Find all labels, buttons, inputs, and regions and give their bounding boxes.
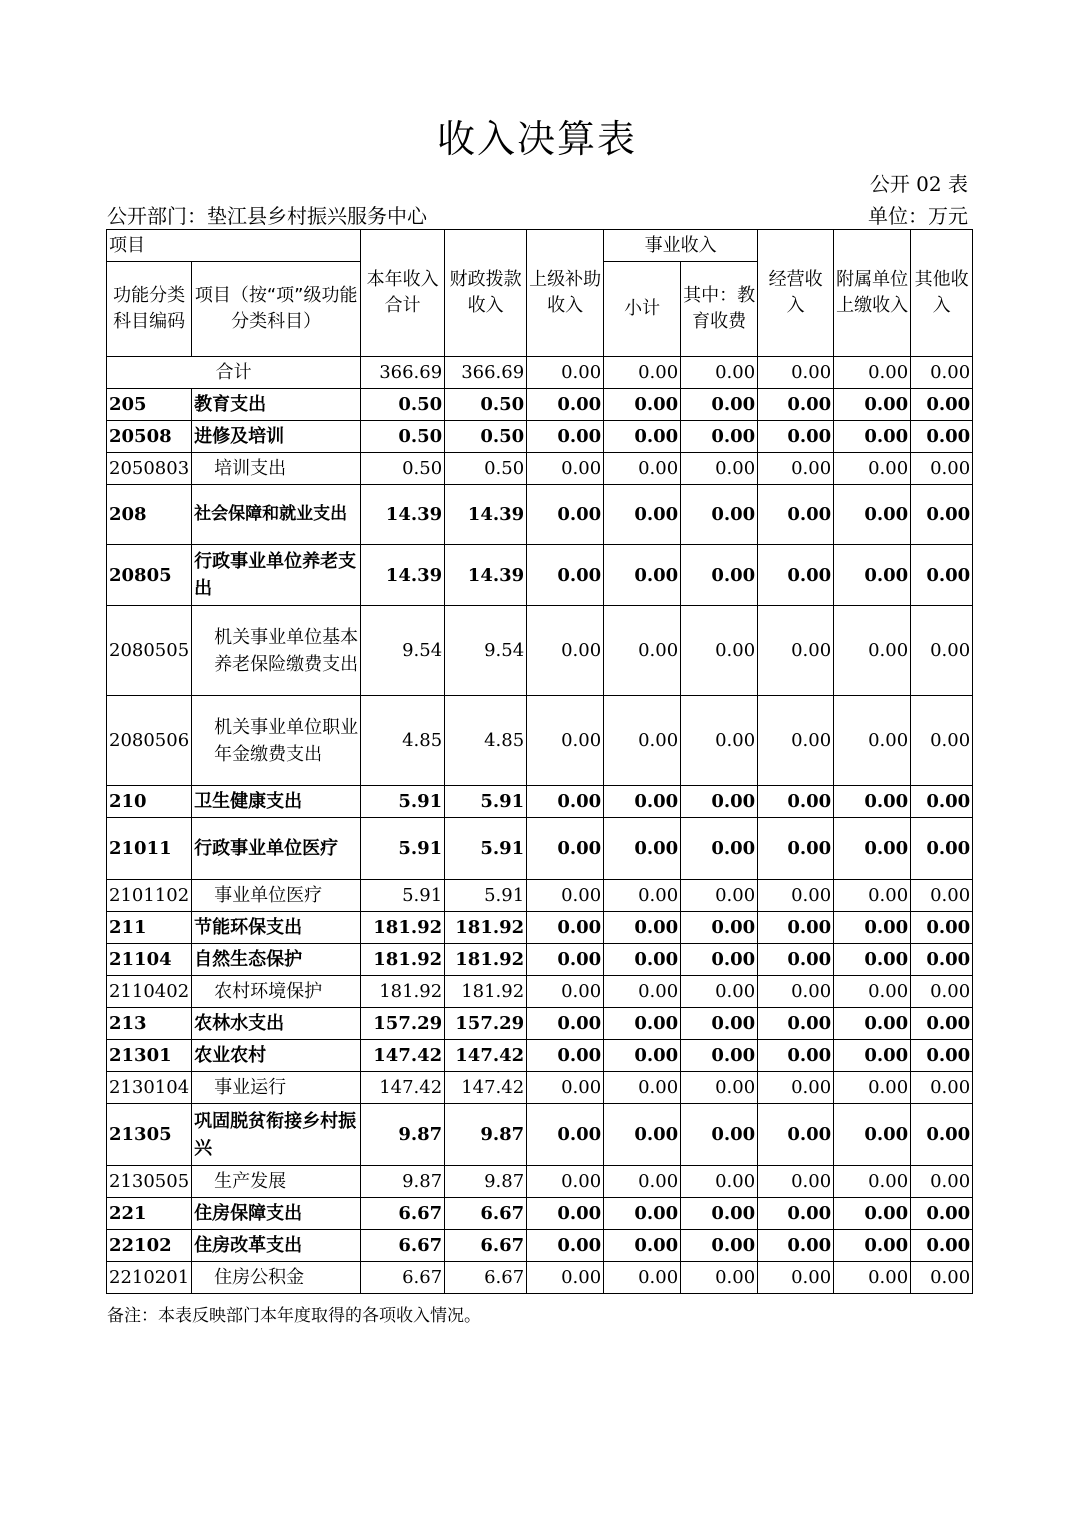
table-row <box>107 944 973 976</box>
row-value: 14.39 <box>361 485 445 545</box>
row-value: 0.00 <box>758 1072 834 1104</box>
row-code: 20805 <box>107 545 192 606</box>
row-value: 0.00 <box>758 1198 834 1230</box>
row-code: 2080506 <box>107 696 192 786</box>
row-value: 9.54 <box>361 606 445 696</box>
row-value: 9.87 <box>361 1104 445 1166</box>
row-value: 181.92 <box>361 976 445 1008</box>
row-value: 0.00 <box>834 1072 911 1104</box>
row-value: 0.00 <box>681 1198 758 1230</box>
row-value: 0.00 <box>681 818 758 880</box>
header-edu-fee: 其中：教育收费 <box>681 262 758 357</box>
row-code: 20508 <box>107 421 192 453</box>
total-row <box>107 357 973 389</box>
row-value: 0.00 <box>911 912 973 944</box>
row-value: 0.00 <box>604 786 681 818</box>
row-value: 0.50 <box>445 453 527 485</box>
total-value: 366.69 <box>445 357 527 389</box>
row-code: 21301 <box>107 1040 192 1072</box>
row-value: 0.00 <box>834 696 911 786</box>
row-value: 0.00 <box>527 1040 604 1072</box>
row-value: 157.29 <box>445 1008 527 1040</box>
table-row <box>107 1166 973 1198</box>
row-value: 0.00 <box>834 912 911 944</box>
row-code: 2110402 <box>107 976 192 1008</box>
table-row <box>107 880 973 912</box>
department-label: 公开部门：垫江县乡村振兴服务中心 <box>107 204 427 228</box>
table-row <box>107 1072 973 1104</box>
row-name: 住房改革支出 <box>192 1230 361 1262</box>
header-superior: 上级补助收入 <box>527 230 604 357</box>
row-value: 0.00 <box>911 944 973 976</box>
row-value: 0.00 <box>527 421 604 453</box>
row-value: 0.00 <box>758 485 834 545</box>
row-code: 21305 <box>107 1104 192 1166</box>
page-title: 收入决算表 <box>436 117 637 161</box>
table-row <box>107 389 973 421</box>
row-code: 205 <box>107 389 192 421</box>
row-value: 0.00 <box>911 606 973 696</box>
row-value: 0.00 <box>604 1040 681 1072</box>
total-label: 合计 <box>107 357 361 389</box>
row-value: 0.00 <box>527 1262 604 1294</box>
row-name: 农村环境保护 <box>192 976 361 1008</box>
table-row <box>107 1230 973 1262</box>
row-value: 0.00 <box>758 453 834 485</box>
row-value: 0.00 <box>834 1262 911 1294</box>
row-value: 147.42 <box>445 1040 527 1072</box>
row-value: 0.00 <box>911 976 973 1008</box>
row-value: 0.00 <box>911 1040 973 1072</box>
row-name: 培训支出 <box>192 453 361 485</box>
row-value: 0.00 <box>911 485 973 545</box>
row-value: 0.00 <box>834 786 911 818</box>
row-code: 2080505 <box>107 606 192 696</box>
row-value: 0.00 <box>834 453 911 485</box>
row-value: 0.00 <box>527 485 604 545</box>
table-row <box>107 421 973 453</box>
row-value: 0.50 <box>445 421 527 453</box>
row-value: 0.00 <box>681 976 758 1008</box>
header-subtotal: 小计 <box>604 262 681 357</box>
row-value: 0.00 <box>604 1198 681 1230</box>
header-operating: 经营收入 <box>758 230 834 357</box>
row-value: 0.00 <box>758 545 834 606</box>
row-code: 2130104 <box>107 1072 192 1104</box>
row-name: 教育支出 <box>192 389 361 421</box>
row-value: 9.87 <box>361 1166 445 1198</box>
row-name: 卫生健康支出 <box>192 786 361 818</box>
row-value: 0.50 <box>361 389 445 421</box>
table-row <box>107 453 973 485</box>
row-value: 0.00 <box>604 880 681 912</box>
row-value: 0.00 <box>527 1008 604 1040</box>
table-row <box>107 485 973 545</box>
row-value: 0.00 <box>758 1166 834 1198</box>
row-name: 行政事业单位医疗 <box>192 818 361 880</box>
row-value: 0.00 <box>834 606 911 696</box>
row-value: 0.00 <box>911 1072 973 1104</box>
table-row <box>107 786 973 818</box>
row-name: 巩固脱贫衔接乡村振兴 <box>192 1104 361 1166</box>
row-value: 0.00 <box>527 912 604 944</box>
row-value: 0.00 <box>681 453 758 485</box>
row-code: 210 <box>107 786 192 818</box>
row-value: 14.39 <box>445 545 527 606</box>
table-row <box>107 1040 973 1072</box>
row-value: 0.00 <box>834 485 911 545</box>
row-value: 0.00 <box>834 976 911 1008</box>
row-code: 2130505 <box>107 1166 192 1198</box>
row-value: 0.00 <box>527 696 604 786</box>
row-value: 0.00 <box>527 976 604 1008</box>
row-value: 6.67 <box>445 1262 527 1294</box>
row-value: 0.00 <box>758 696 834 786</box>
row-value: 0.00 <box>911 421 973 453</box>
row-value: 0.00 <box>604 1072 681 1104</box>
row-value: 0.00 <box>911 696 973 786</box>
row-value: 0.00 <box>758 389 834 421</box>
row-value: 0.00 <box>758 912 834 944</box>
row-value: 9.54 <box>445 606 527 696</box>
row-value: 6.67 <box>361 1230 445 1262</box>
row-value: 0.00 <box>911 1008 973 1040</box>
table-row <box>107 976 973 1008</box>
table-row <box>107 818 973 880</box>
row-name: 住房公积金 <box>192 1262 361 1294</box>
row-name: 自然生态保护 <box>192 944 361 976</box>
table-row <box>107 606 973 696</box>
row-value: 0.00 <box>911 1262 973 1294</box>
row-value: 0.00 <box>604 421 681 453</box>
table-row <box>107 545 973 606</box>
row-value: 0.50 <box>361 421 445 453</box>
unit-label: 单位：万元 <box>868 204 968 228</box>
row-value: 0.00 <box>604 912 681 944</box>
row-value: 0.00 <box>834 1008 911 1040</box>
row-value: 5.91 <box>361 786 445 818</box>
row-value: 147.42 <box>361 1072 445 1104</box>
row-value: 0.00 <box>604 818 681 880</box>
row-value: 0.00 <box>911 453 973 485</box>
row-value: 0.00 <box>911 1198 973 1230</box>
row-value: 0.00 <box>527 1230 604 1262</box>
row-value: 14.39 <box>445 485 527 545</box>
row-value: 6.67 <box>445 1230 527 1262</box>
header-func-name: 项目（按“项”级功能分类科目） <box>192 262 361 357</box>
row-value: 0.50 <box>361 453 445 485</box>
row-value: 0.00 <box>681 944 758 976</box>
row-name: 进修及培训 <box>192 421 361 453</box>
total-value: 0.00 <box>758 357 834 389</box>
row-name: 生产发展 <box>192 1166 361 1198</box>
row-value: 0.00 <box>527 880 604 912</box>
row-value: 181.92 <box>361 912 445 944</box>
row-value: 147.42 <box>445 1072 527 1104</box>
row-name: 事业运行 <box>192 1072 361 1104</box>
row-value: 0.00 <box>604 606 681 696</box>
row-value: 0.00 <box>911 389 973 421</box>
row-value: 0.00 <box>527 453 604 485</box>
row-value: 0.00 <box>911 545 973 606</box>
row-value: 0.00 <box>758 976 834 1008</box>
row-value: 6.67 <box>361 1198 445 1230</box>
header-other: 其他收入 <box>911 230 973 357</box>
row-value: 0.00 <box>681 545 758 606</box>
table-number: 公开 02 表 <box>869 172 968 196</box>
row-value: 0.00 <box>681 1262 758 1294</box>
table-row <box>107 696 973 786</box>
row-value: 0.00 <box>604 1166 681 1198</box>
row-value: 181.92 <box>361 944 445 976</box>
table-row <box>107 1262 973 1294</box>
table-row <box>107 912 973 944</box>
row-value: 0.00 <box>527 545 604 606</box>
row-value: 0.00 <box>681 1230 758 1262</box>
row-value: 0.00 <box>604 453 681 485</box>
row-name: 节能环保支出 <box>192 912 361 944</box>
row-value: 0.00 <box>911 818 973 880</box>
total-value: 0.00 <box>681 357 758 389</box>
row-value: 0.00 <box>681 696 758 786</box>
row-value: 0.00 <box>681 485 758 545</box>
row-value: 181.92 <box>445 912 527 944</box>
row-code: 213 <box>107 1008 192 1040</box>
row-value: 181.92 <box>445 976 527 1008</box>
row-value: 0.00 <box>604 1230 681 1262</box>
row-value: 157.29 <box>361 1008 445 1040</box>
row-value: 0.00 <box>527 606 604 696</box>
row-name: 农林水支出 <box>192 1008 361 1040</box>
row-value: 0.00 <box>758 1040 834 1072</box>
row-value: 5.91 <box>361 818 445 880</box>
footnote: 备注：本表反映部门本年度取得的各项收入情况。 <box>107 1306 481 1326</box>
row-value: 5.91 <box>445 880 527 912</box>
row-value: 0.00 <box>527 818 604 880</box>
row-value: 6.67 <box>445 1198 527 1230</box>
row-code: 2210201 <box>107 1262 192 1294</box>
row-value: 0.00 <box>681 1104 758 1166</box>
total-value: 0.00 <box>834 357 911 389</box>
row-value: 0.00 <box>604 944 681 976</box>
row-value: 0.00 <box>681 1072 758 1104</box>
row-value: 0.00 <box>834 880 911 912</box>
row-code: 211 <box>107 912 192 944</box>
row-name: 农业农村 <box>192 1040 361 1072</box>
row-value: 0.00 <box>527 1104 604 1166</box>
row-value: 0.00 <box>604 389 681 421</box>
row-value: 0.00 <box>758 421 834 453</box>
row-value: 0.00 <box>681 912 758 944</box>
row-code: 21104 <box>107 944 192 976</box>
row-value: 0.00 <box>681 1166 758 1198</box>
row-value: 0.00 <box>681 880 758 912</box>
row-name: 机关事业单位职业年金缴费支出 <box>192 696 361 786</box>
row-value: 0.00 <box>834 818 911 880</box>
row-code: 208 <box>107 485 192 545</box>
row-value: 6.67 <box>361 1262 445 1294</box>
row-name: 事业单位医疗 <box>192 880 361 912</box>
row-value: 0.00 <box>527 389 604 421</box>
row-code: 221 <box>107 1198 192 1230</box>
row-value: 9.87 <box>445 1104 527 1166</box>
row-value: 4.85 <box>445 696 527 786</box>
header-fiscal: 财政拨款收入 <box>445 230 527 357</box>
row-value: 0.00 <box>911 880 973 912</box>
row-code: 22102 <box>107 1230 192 1262</box>
total-value: 0.00 <box>911 357 973 389</box>
row-value: 0.00 <box>834 1230 911 1262</box>
total-value: 0.00 <box>604 357 681 389</box>
row-value: 0.00 <box>834 1198 911 1230</box>
row-value: 0.00 <box>681 421 758 453</box>
row-value: 0.00 <box>527 786 604 818</box>
row-value: 0.00 <box>681 606 758 696</box>
row-value: 0.00 <box>834 944 911 976</box>
row-value: 0.00 <box>834 1104 911 1166</box>
row-code: 21011 <box>107 818 192 880</box>
row-value: 181.92 <box>445 944 527 976</box>
row-value: 0.00 <box>604 545 681 606</box>
header-project: 项目 <box>107 230 361 262</box>
row-value: 5.91 <box>445 818 527 880</box>
row-value: 0.00 <box>681 1008 758 1040</box>
row-value: 5.91 <box>361 880 445 912</box>
row-value: 0.00 <box>911 1166 973 1198</box>
row-value: 14.39 <box>361 545 445 606</box>
row-value: 0.00 <box>834 389 911 421</box>
row-value: 5.91 <box>445 786 527 818</box>
row-value: 0.00 <box>604 1008 681 1040</box>
row-value: 0.00 <box>681 1040 758 1072</box>
header-affiliated: 附属单位上缴收入 <box>834 230 911 357</box>
row-name: 住房保障支出 <box>192 1198 361 1230</box>
row-name: 行政事业单位养老支出 <box>192 545 361 606</box>
row-value: 0.00 <box>527 1166 604 1198</box>
row-value: 0.00 <box>758 1262 834 1294</box>
row-value: 0.00 <box>758 1008 834 1040</box>
table-row <box>107 1198 973 1230</box>
row-code: 2101102 <box>107 880 192 912</box>
row-value: 147.42 <box>361 1040 445 1072</box>
row-value: 0.00 <box>834 545 911 606</box>
row-value: 9.87 <box>445 1166 527 1198</box>
row-value: 0.00 <box>604 976 681 1008</box>
row-value: 0.00 <box>834 1166 911 1198</box>
table-row <box>107 1008 973 1040</box>
row-value: 0.00 <box>758 880 834 912</box>
table-row <box>107 1104 973 1166</box>
row-value: 0.00 <box>758 944 834 976</box>
row-value: 0.00 <box>758 1230 834 1262</box>
row-value: 0.00 <box>604 1104 681 1166</box>
row-value: 0.00 <box>758 1104 834 1166</box>
header-func-code: 功能分类科目编码 <box>107 262 192 357</box>
row-value: 0.00 <box>527 1072 604 1104</box>
row-value: 0.00 <box>758 606 834 696</box>
row-value: 0.00 <box>911 1104 973 1166</box>
row-value: 0.00 <box>758 786 834 818</box>
income-table <box>106 229 973 1294</box>
row-value: 0.00 <box>911 1230 973 1262</box>
header-business: 事业收入 <box>604 230 758 262</box>
row-value: 0.00 <box>604 696 681 786</box>
row-code: 2050803 <box>107 453 192 485</box>
row-value: 0.00 <box>604 1262 681 1294</box>
row-value: 0.00 <box>681 786 758 818</box>
row-value: 0.00 <box>527 944 604 976</box>
total-value: 366.69 <box>361 357 445 389</box>
row-value: 0.00 <box>527 1198 604 1230</box>
header-total: 本年收入合计 <box>361 230 445 357</box>
row-value: 0.00 <box>681 389 758 421</box>
row-value: 0.00 <box>758 818 834 880</box>
row-name: 机关事业单位基本养老保险缴费支出 <box>192 606 361 696</box>
row-value: 0.00 <box>604 485 681 545</box>
row-value: 0.00 <box>911 786 973 818</box>
row-name: 社会保障和就业支出 <box>192 485 361 545</box>
row-value: 0.00 <box>834 1040 911 1072</box>
total-value: 0.00 <box>527 357 604 389</box>
row-value: 0.00 <box>834 421 911 453</box>
row-value: 0.50 <box>445 389 527 421</box>
row-value: 4.85 <box>361 696 445 786</box>
